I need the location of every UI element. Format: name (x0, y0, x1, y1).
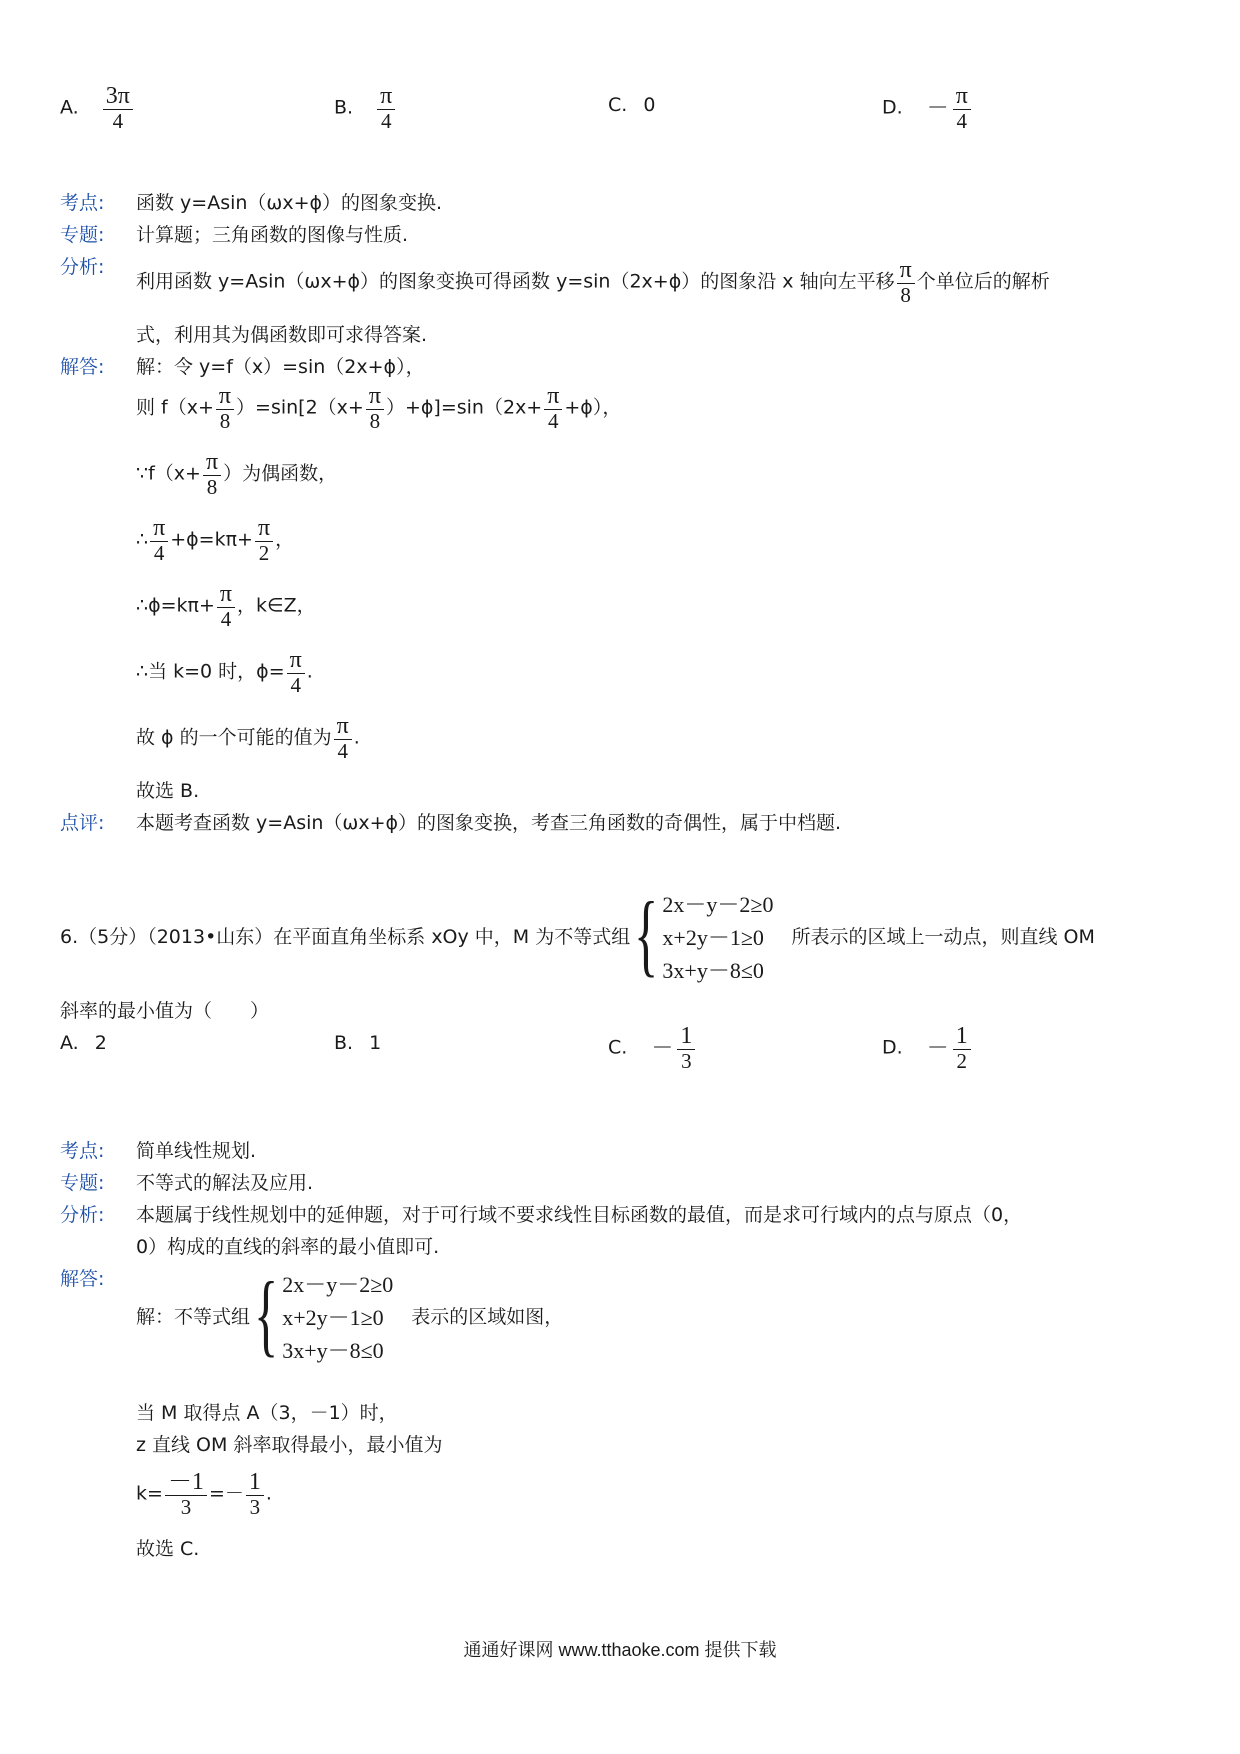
q5-jieda-label: 解答: (60, 356, 105, 378)
text: . (265, 1482, 272, 1505)
text: 表示的区域如图， (411, 1306, 564, 1328)
text: ∴当 k=0 时，ϕ= (136, 660, 285, 683)
q5-option-d (882, 84, 973, 132)
numerator: π (897, 258, 915, 284)
numerator: π (217, 582, 235, 608)
q6-zhuanti-label: 专题: (60, 1172, 105, 1194)
inequality-system (250, 1263, 394, 1367)
q5-option-a (60, 84, 135, 132)
text: ∴ϕ=kπ+ (136, 594, 215, 617)
denominator: 4 (380, 109, 392, 134)
q6-solution-line1 (136, 1263, 564, 1367)
denominator: 3 (681, 1049, 692, 1074)
q6-kaodian: 简单线性规划. (136, 1140, 257, 1162)
text: ）为偶函数， (223, 462, 338, 485)
inequality: x+2y－1≥0 (282, 1305, 384, 1330)
numerator: π (150, 516, 168, 542)
inequality: 3x+y－8≤0 (282, 1338, 384, 1363)
q6-option-d (882, 1024, 973, 1072)
text: =－ (208, 1482, 244, 1505)
inequality: x+2y－1≥0 (662, 925, 764, 950)
q5-fenxi-label: 分析: (60, 256, 105, 278)
text: k= (136, 1482, 163, 1505)
denominator: 4 (956, 109, 968, 134)
text: +ϕ）， (564, 396, 622, 419)
inequality: 2x－y－2≥0 (282, 1272, 394, 1297)
q5-solution-line1: 解：令 y=f（x）=sin（2x+ϕ）， (136, 356, 425, 378)
denominator: 4 (153, 541, 165, 566)
inequality: 3x+y－8≤0 (662, 958, 764, 983)
denominator: 8 (206, 475, 218, 500)
q6-stem-line1 (60, 883, 1095, 987)
q5-solution-line8: 故选 B. (136, 780, 200, 802)
numerator: π (377, 84, 395, 110)
numerator: π (334, 714, 352, 740)
q5-fenxi-line2: 式，利用其为偶函数即可求得答案. (136, 324, 428, 346)
denominator: 4 (220, 607, 232, 632)
denominator: 2 (956, 1049, 967, 1074)
text: 故 ϕ 的一个可能的值为 (136, 726, 332, 749)
numerator: 1 (246, 1470, 264, 1496)
q6-fenxi-label: 分析: (60, 1204, 105, 1226)
denominator: 8 (369, 409, 381, 434)
q5-option-c (608, 94, 655, 117)
q5-solution-line6 (136, 648, 313, 696)
text: . (353, 726, 360, 749)
numerator: π (203, 450, 221, 476)
denominator: 3 (180, 1495, 192, 1520)
option-label: D. (882, 1036, 903, 1059)
q5-zhuanti: 计算题；三角函数的图像与性质. (136, 224, 409, 246)
numerator: 1 (953, 1024, 971, 1050)
q6-zhuanti: 不等式的解法及应用. (136, 1172, 314, 1194)
q6-stem-line2: 斜率的最小值为（ ） (60, 1000, 270, 1022)
text: 解：不等式组 (136, 1306, 251, 1328)
q6-solution-line2: 当 M 取得点 A（3，－1）时， (136, 1402, 398, 1424)
numerator: π (366, 384, 384, 410)
numerator: π (544, 384, 562, 410)
text: 个单位后的解析 (916, 270, 1050, 293)
inequality: 2x－y－2≥0 (662, 892, 774, 917)
q5-dianping: 本题考查函数 y=Asin（ωx+ϕ）的图象变换，考查三角函数的奇偶性，属于中档题. (136, 812, 842, 834)
minus-sign: － (926, 94, 949, 120)
text: +ϕ=kπ+ (170, 528, 253, 551)
option-label: B. (334, 1032, 354, 1054)
q6-option-c (608, 1024, 697, 1072)
q5-zhuanti-label: 专题: (60, 224, 105, 246)
denominator: 8 (900, 283, 911, 308)
q6-option-a (60, 1032, 107, 1055)
denominator: 4 (290, 673, 301, 698)
minus-sign: － (926, 1034, 949, 1060)
option-label: A. (60, 1032, 79, 1054)
q6-solution-line5: 故选 C. (136, 1538, 200, 1560)
q5-solution-line7 (136, 714, 360, 762)
q5-option-b (334, 84, 397, 132)
text: . (306, 660, 313, 683)
option-value: 0 (643, 94, 656, 116)
q5-solution-line4 (136, 516, 294, 564)
q5-kaodian-label: 考点: (60, 192, 105, 214)
q6-solution-line4 (136, 1470, 272, 1518)
left-brace: { (253, 1263, 279, 1365)
text: ∴ (136, 528, 149, 551)
numerator: π (216, 384, 234, 410)
option-label: B. (334, 96, 354, 119)
text: 6.（5分）（2013•山东）在平面直角坐标系 xOy 中，M 为不等式组 (60, 926, 631, 948)
denominator: 4 (112, 109, 124, 134)
text: ∵f（x+ (136, 462, 201, 485)
text: ）+ϕ]=sin（2x+ (385, 396, 543, 419)
text: 利用函数 y=Asin（ωx+ϕ）的图象变换可得函数 y=sin（2x+ϕ）的图象沿 x 轴向左平移 (136, 270, 895, 293)
text: 则 f（x+ (136, 396, 214, 419)
numerator: π (287, 648, 305, 674)
q6-option-b (334, 1032, 381, 1055)
text: ， (275, 528, 295, 551)
numerator: －1 (165, 1470, 207, 1496)
q5-kaodian: 函数 y=Asin（ωx+ϕ）的图象变换. (136, 192, 443, 214)
q5-solution-line2 (136, 384, 621, 432)
option-label: D. (882, 96, 903, 119)
q6-solution-line3: z 直线 OM 斜率取得最小，最小值为 (136, 1434, 443, 1456)
denominator: 3 (249, 1495, 261, 1520)
numerator: π (953, 84, 971, 110)
option-label: C. (608, 94, 628, 116)
option-value: 2 (94, 1032, 107, 1054)
inequality-system (630, 883, 774, 987)
denominator: 4 (337, 739, 348, 764)
q5-solution-line5 (136, 582, 316, 630)
numerator: 3π (103, 84, 133, 110)
minus-sign: － (651, 1034, 674, 1060)
text: 所表示的区域上一动点，则直线 OM (791, 926, 1095, 948)
q6-fenxi-line2: 0）构成的直线的斜率的最小值即可. (136, 1236, 440, 1258)
denominator: 2 (258, 541, 270, 566)
left-brace: { (634, 883, 659, 985)
denominator: 4 (548, 409, 559, 434)
q5-fenxi-line1 (136, 258, 1050, 306)
denominator: 8 (219, 409, 231, 434)
text: ，k∈Z， (237, 594, 316, 617)
numerator: 1 (677, 1024, 695, 1050)
q6-jieda-label: 解答: (60, 1268, 105, 1290)
q5-solution-line3 (136, 450, 337, 498)
q6-kaodian-label: 考点: (60, 1140, 105, 1162)
text: ）=sin[2（x+ (236, 396, 364, 419)
q5-dianping-label: 点评: (60, 812, 105, 834)
option-value: 1 (369, 1032, 382, 1054)
option-label: C. (608, 1036, 628, 1059)
q6-fenxi-line1: 本题属于线性规划中的延伸题，对于可行域不要求线性目标函数的最值，而是求可行域内的点与原点（0， (136, 1204, 1023, 1226)
numerator: π (255, 516, 273, 542)
footer-credit: 通通好课网 www.tthaoke.com 提供下载 (463, 1640, 777, 1660)
option-label: A. (60, 96, 79, 119)
